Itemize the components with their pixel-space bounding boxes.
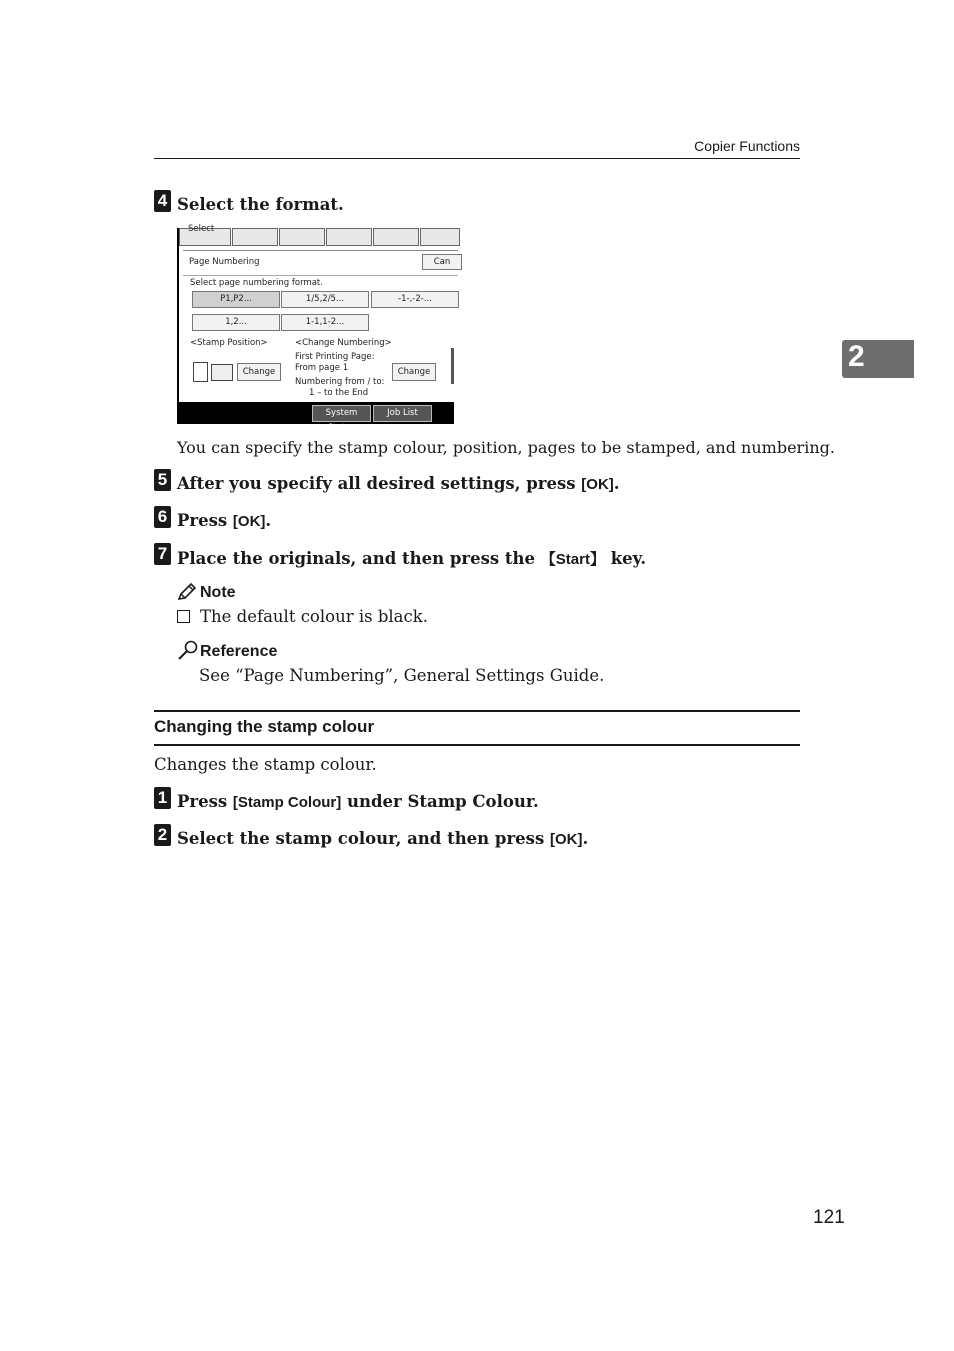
select-tab-label: Select: [188, 224, 215, 234]
numbering-change-button[interactable]: Change: [392, 363, 436, 381]
reference-icon: [177, 640, 199, 664]
reference-text: See “Page Numbering”, General Settings Guide.: [199, 666, 605, 685]
stamp-colour-key: [Stamp Colour]: [232, 794, 342, 811]
running-header: Copier Functions: [694, 138, 800, 154]
step-text: [177, 474, 620, 493]
numbering-from-to-label: Numbering from / to:: [295, 377, 385, 387]
step-description: You can specify the stamp colour, position, pages to be stamped, and numbering.: [177, 438, 835, 457]
step-text: [177, 511, 271, 530]
ok-key: [OK]: [549, 831, 583, 848]
step-text: [177, 548, 646, 569]
checkbox-icon: [177, 610, 190, 623]
format-option-chapter[interactable]: 1-1,1-2...: [281, 314, 369, 331]
step-text-pre: Press: [177, 511, 233, 530]
reference-heading: Reference: [200, 643, 278, 660]
stamp-position-change-button[interactable]: Change: [237, 363, 281, 381]
ok-key: [OK]: [581, 476, 614, 493]
stamp-position-icon: [193, 362, 208, 382]
step-text-post: .: [613, 474, 620, 493]
step-text-post: key.: [604, 549, 647, 568]
page-numbering-screenshot: [177, 224, 454, 433]
step-number: 6: [154, 506, 171, 528]
numbering-range-value: 1 – to the End: [309, 388, 369, 398]
ok-key: [OK]: [232, 513, 266, 530]
select-tab: [179, 224, 231, 246]
section-rule-top: [154, 710, 800, 712]
scroll-indicator: [451, 348, 454, 384]
format-option-fraction[interactable]: 1/5,2/5...: [281, 291, 369, 308]
step-text: [177, 792, 539, 811]
step-text-pre: Place the originals, and then press the: [177, 549, 541, 568]
tab: [373, 228, 419, 246]
step-text-pre: Select the stamp colour, and then press: [177, 829, 550, 848]
step-number: 1: [154, 787, 171, 809]
step-number: 2: [154, 824, 171, 846]
format-option-dash[interactable]: -1-,-2-...: [371, 291, 459, 308]
tab: [420, 228, 460, 246]
step-number: 5: [154, 469, 171, 491]
panel-title: Page Numbering: [189, 257, 260, 267]
step-number: 4: [154, 190, 171, 212]
step-text-post: under Stamp Colour.: [341, 792, 539, 811]
job-list-button[interactable]: Job List: [373, 405, 432, 422]
format-option-numeric[interactable]: 1,2...: [192, 314, 280, 331]
section-title: Changing the stamp colour: [154, 717, 375, 736]
start-key: 【Start】: [540, 551, 605, 568]
step-text-post: .: [265, 511, 272, 530]
note-heading: Note: [200, 584, 236, 601]
step-text-pre: Press: [177, 792, 233, 811]
stamp-preview-icon: [211, 364, 233, 381]
change-numbering-label: <Change Numbering>: [295, 338, 392, 348]
step-text-pre: After you specify all desired settings, press: [177, 474, 582, 493]
tab: [232, 228, 278, 246]
tab: [279, 228, 325, 246]
header-rule: [154, 158, 800, 159]
note-item: The default colour is black.: [200, 607, 428, 626]
format-option-p1p2[interactable]: P1,P2...: [192, 291, 280, 308]
step-number: 7: [154, 543, 171, 565]
first-printing-page-label: First Printing Page:: [295, 352, 375, 362]
section-rule-bottom: [154, 744, 800, 746]
from-page-value: From page 1: [295, 363, 349, 373]
chapter-number: 2: [848, 340, 865, 373]
step-text-post: .: [582, 829, 589, 848]
step-text: Select the format.: [177, 195, 344, 214]
tab: [326, 228, 372, 246]
page-number: 121: [813, 1207, 845, 1228]
instruction-text: Select page numbering format.: [190, 278, 323, 288]
step-text: [177, 829, 588, 848]
stamp-position-label: <Stamp Position>: [190, 338, 268, 348]
note-icon: [177, 583, 197, 605]
cancel-button[interactable]: Can: [422, 254, 462, 270]
system-status-button[interactable]: System Status: [312, 405, 371, 422]
section-intro: Changes the stamp colour.: [154, 755, 377, 774]
